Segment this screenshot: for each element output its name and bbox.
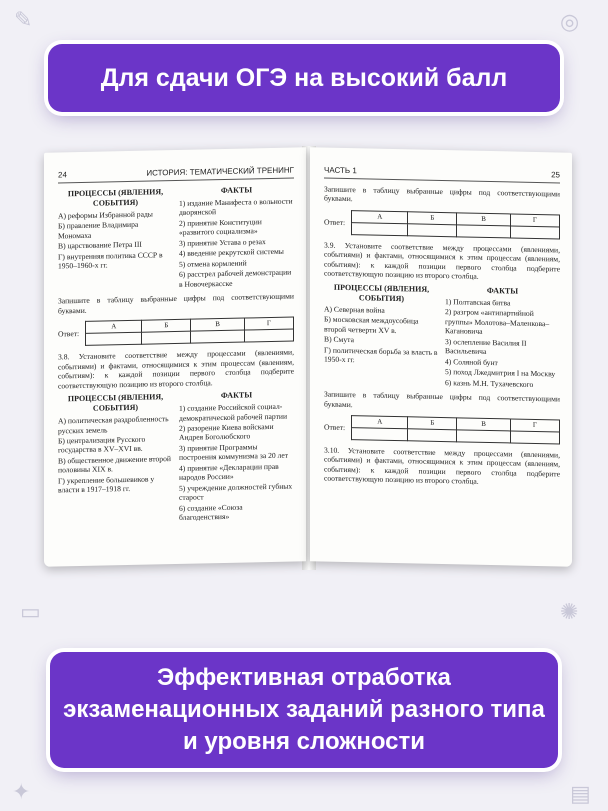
running-head: ЧАСТЬ 1 [324, 165, 357, 176]
pencil-icon: ✎ [14, 8, 33, 33]
fact-item: 4) Соляной бунт [445, 356, 498, 367]
letter-cell: Б [408, 212, 457, 225]
process-item: А) Северная война [324, 304, 385, 315]
letter-cell: В [457, 418, 510, 431]
letter-cell: А [352, 416, 408, 429]
process-item: Г) внутренняя политика СССР в 1950–1960-х гг. [58, 250, 163, 271]
facts-title: ФАКТЫ [486, 285, 519, 296]
answer-label: Ответ: [324, 217, 346, 227]
bottom-banner [50, 652, 558, 768]
answer-row [58, 317, 294, 347]
process-item: В) Смута [324, 334, 354, 345]
answer-label: Ответ: [58, 328, 80, 339]
bottom-banner-line: Эффективная отработка [157, 664, 451, 691]
answer-label: Ответ: [324, 422, 346, 432]
fact-item: 4) введение рекрутской системы [179, 247, 284, 259]
match-block-2 [58, 390, 294, 527]
process-item: А) политическая раздробленность русских земель [58, 414, 169, 435]
fact-item: 6) создание «Союза благоденствия» [179, 502, 243, 523]
task-text: 3.9. Установите соответствие между процессами (явлениями, событиями) и фактами, относящимися к этим процессам (явлениям, событиям): к каждой позиции первого столбца подберите соответствующую позицию из второго столбца. [324, 240, 560, 281]
fact-item: 1) издание Манифеста о вольности дворянской [179, 196, 293, 218]
process-item: А) реформы Избранной рады [58, 209, 153, 221]
answer-table [85, 317, 294, 346]
instruction: Запишите в таблицу выбранные цифры под соответствующими буквами. [324, 184, 560, 204]
right-page [310, 147, 572, 566]
instruction: Запишите в таблицу выбранные цифры под соответствующими буквами. [58, 291, 294, 316]
match-block-1 [58, 185, 294, 293]
ruler-icon: ▭ [20, 600, 41, 625]
answer-table [351, 210, 560, 239]
letter-cell: Г [244, 317, 293, 330]
fact-item: 2) разгром «антипартийной группы» Молотова–Маленкова–Кагановича [445, 307, 550, 336]
star-icon: ✦ [12, 780, 31, 805]
running-head: ИСТОРИЯ: ТЕМАТИЧЕСКИЙ ТРЕНИНГ [146, 165, 294, 178]
processes-title: ПРОЦЕССЫ (ЯВЛЕНИЯ, СОБЫТИЯ) [67, 392, 164, 413]
process-item: В) общественное движение второй половины XIX в. [58, 454, 171, 475]
answer-table [351, 415, 560, 444]
match-block-3 [324, 282, 560, 390]
processes-title: ПРОЦЕССЫ (ЯВЛЕНИЯ, СОБЫТИЯ) [67, 187, 164, 208]
fact-item: 5) отмена кормлений [179, 258, 247, 269]
top-banner: Для сдачи ОГЭ на высокий балл [48, 44, 560, 112]
facts-title: ФАКТЫ [220, 185, 253, 196]
answer-row [324, 415, 560, 445]
fact-item: 5) учреждение должностей губных старост [179, 481, 293, 503]
process-item: В) царствование Петра III [58, 240, 142, 251]
left-page [44, 147, 306, 566]
letter-cell: В [191, 318, 244, 331]
letter-cell: Г [510, 214, 559, 227]
fact-item: 5) поход Лжедмитрия I на Москву [445, 367, 556, 379]
globe-icon: ◎ [560, 10, 580, 35]
letter-cell: В [457, 213, 510, 226]
instruction: Запишите в таблицу выбранные цифры под соответствующими буквами. [324, 389, 560, 409]
fact-item: 6) расстрел рабочей демонстрации в Новочеркасске [179, 267, 292, 289]
page-number: 24 [58, 170, 67, 180]
bottom-banner-line: и уровня сложности [182, 728, 426, 755]
process-item: Б) правление Владимира Мономаха [58, 220, 139, 241]
fact-item: 4) принятие «Декларации прав народов России» [179, 461, 279, 483]
fact-item: 3) принятие Устава о резах [179, 237, 266, 248]
open-book [36, 136, 572, 576]
letter-cell: А [352, 211, 408, 224]
letter-cell: Г [510, 419, 559, 432]
processes-title: ПРОЦЕССЫ (ЯВЛЕНИЯ, СОБЫТИЯ) [333, 282, 430, 303]
process-item: Б) московская междоусобица второй четверти XV в. [324, 314, 419, 335]
process-item: Г) политическая борьба за власть в 1950-х гг. [324, 345, 438, 365]
bulb-icon: ✺ [560, 600, 579, 625]
page-number: 25 [551, 170, 560, 180]
bottom-banner-line: экзаменационных заданий разного типа [63, 696, 545, 723]
fact-item: 6) казнь М.Н. Тухачевского [445, 377, 534, 389]
process-item: Г) укрепление большевиков у власти в 1917–1918 гг. [58, 474, 155, 495]
fact-item: 1) Полтавская битва [445, 296, 511, 308]
answer-row [324, 210, 560, 240]
facts-title: ФАКТЫ [220, 390, 253, 401]
process-item: Б) централизация Русского государства в XV–XVI вв. [58, 434, 146, 455]
task-text: 3.8. Установите соответствие между процессами (явлениями, событиями) и фактами, относящимися к этим процессам (явлениям, событиям): к каждой позиции первого столбца подберите соответствующую позицию из второго столбца. [58, 347, 294, 390]
fact-item: 1) создание Российской социал-демократической рабочей партии [179, 401, 288, 423]
letter-cell: Б [142, 319, 191, 332]
book-icon: ▤ [570, 782, 591, 807]
fact-item: 3) ослепление Василия II Васильевича [445, 336, 527, 357]
fact-item: 2) разорение Киева войсками Андрея Боголюбского [179, 421, 274, 443]
letter-cell: А [86, 321, 142, 334]
fact-item: 2) принятие Конституции «развитого социализма» [179, 217, 262, 238]
task-text: 3.10. Установите соответствие между процессами (явлениями, событиями) и фактами, относящимися к этим процессам (явлениям, событиям): к каждой позиции первого столбца подберите соответствующую позицию из второго столбца. [324, 445, 560, 486]
letter-cell: Б [408, 417, 457, 430]
fact-item: 3) принятие Программы построения коммунизма за 20 лет [179, 442, 289, 463]
